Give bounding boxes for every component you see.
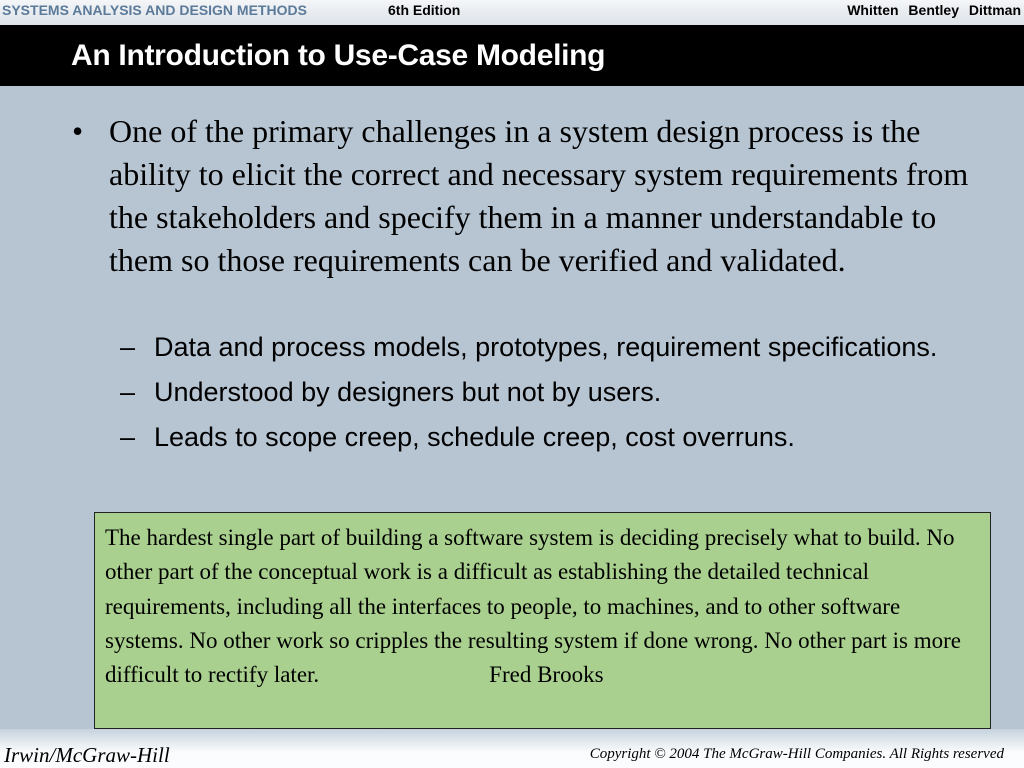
sub-bullets	[120, 331, 1000, 466]
edition: 6th Edition	[388, 2, 461, 18]
quote-text: The hardest single part of building a software system is deciding precisely what to build. No other part of the conceptual work is a difficult as establishing the detailed technical requirements, including all the interfaces to people, to machines, and to other software systems. No other work so cripples the resulting system if done wrong. No other part is more difficult to rectify later.	[105, 525, 961, 688]
book-title: SYSTEMS ANALYSIS AND DESIGN METHODS	[2, 2, 307, 18]
dash-marker: –	[120, 332, 136, 362]
publisher: Irwin/McGraw-Hill	[4, 743, 170, 767]
dash-marker: –	[120, 377, 136, 407]
dash-marker: –	[120, 422, 136, 452]
quote-box	[94, 512, 991, 729]
sub-bullet	[120, 421, 1000, 454]
sub-bullet-text: Leads to scope creep, schedule creep, cost overruns.	[154, 422, 795, 452]
footer	[0, 729, 1024, 768]
sub-bullet	[120, 376, 1000, 409]
quote-author: Fred Brooks	[489, 662, 604, 688]
main-bullet	[72, 110, 1002, 282]
title-bar	[0, 25, 1024, 86]
sub-bullet-text: Understood by designers but not by users.	[154, 377, 662, 407]
bullet-text: One of the primary challenges in a system design process is the ability to elicit the correct and necessary system requirements from the stakeholders and specify them in a manner understandable to them so those requirements can be verified and validated.	[109, 113, 969, 278]
sub-bullet	[120, 331, 1000, 364]
authors: Whitten Bentley Dittman	[847, 2, 1021, 18]
bullet-marker: •	[72, 113, 84, 149]
copyright: Copyright © 2004 The McGraw-Hill Companies. All Rights reserved	[589, 746, 1004, 762]
sub-bullet-text: Data and process models, prototypes, requirement specifications.	[154, 332, 938, 362]
header-bar	[0, 0, 1024, 25]
slide-title: An Introduction to Use-Case Modeling	[71, 39, 606, 72]
